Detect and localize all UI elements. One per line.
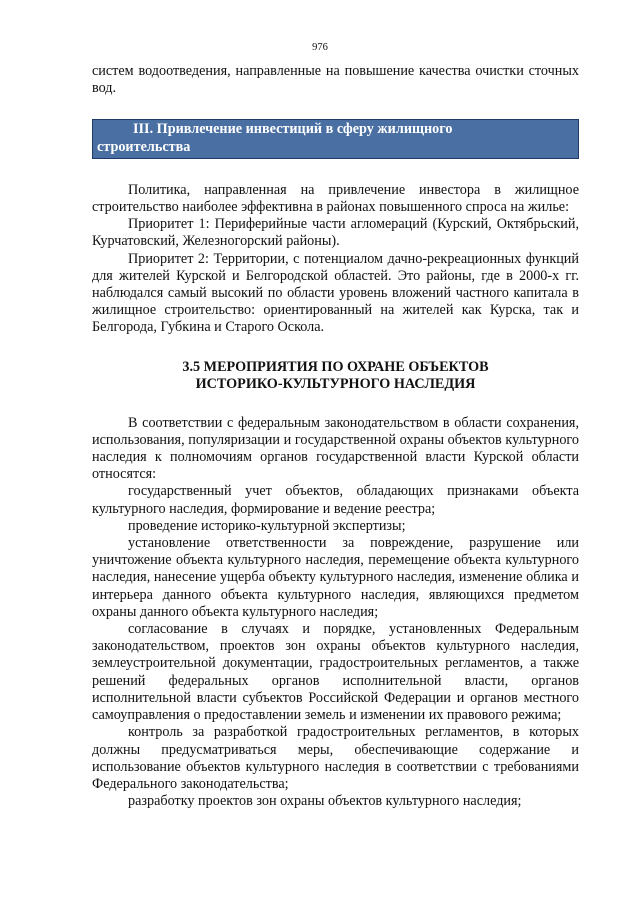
intro-paragraph: систем водоотведения, направленные на повышение качества очистки сточных вод.	[92, 63, 579, 97]
section-heading-line: 3.5 МЕРОПРИЯТИЯ ПО ОХРАНЕ ОБЪЕКТОВ	[182, 358, 489, 375]
page-number: 976	[312, 42, 328, 53]
investment-paragraph: Политика, направленная на привлечение инвестора в жилищное строительство наиболее эффективна в районах повышенного спроса на жилье:	[92, 181, 579, 216]
investment-block	[92, 182, 579, 337]
heritage-paragraph: проведение историко-культурной экспертизы;	[128, 517, 406, 534]
heritage-paragraph: установление ответственности за повреждение, разрушение или уничтожение объекта культурного наследия, перемещение объекта культурного наследия, нанесение ущерба объекту культурного наследия, изменение облика и интерьера данного объекта культурного наследия, являющихся предметом охраны данного объекта культурного наследия;	[92, 535, 579, 620]
investment-paragraph: Приоритет 1: Периферийные части агломераций (Курский, Октябрьский, Курчатовский, Железногорский районы).	[92, 216, 579, 250]
section-banner	[92, 119, 579, 158]
heritage-paragraph: контроль за разработкой градостроительных регламентов, в которых должны предусматриваться меры, обеспечивающие содержание и использование объектов культурного наследия в соответствии с требованиями Федерального законодательства;	[92, 724, 579, 792]
investment-paragraph: Приоритет 2: Территории, с потенциалом дачно-рекреационных функций для жителей Курской и Белгородской областей. Это районы, где в 2000-х гг. наблюдался самый высокий по области уровень вложений частного капитала в жилищное строительство: ориентированный на жителей как Курска, так и Белгорода, Губкина и Старого Оскола.	[92, 250, 579, 336]
heritage-block	[92, 415, 579, 811]
heritage-paragraph: разработку проектов зон охраны объектов культурного наследия;	[128, 793, 522, 810]
section-heading	[92, 359, 579, 394]
heritage-paragraph: государственный учет объектов, обладающих признаками объекта культурного наследия, формирование и ведение реестра;	[92, 483, 579, 517]
section-banner-lead: III. Привлечение инвестиций в сферу жилищного	[133, 121, 453, 138]
heritage-paragraph: согласование в случаях и порядке, установленных Федеральным законодательством, проектов зон охраны объектов культурного наследия, землеустроительной документации, градостроительных регламентов, а также решений федеральных органов исполнительной власти, органов исполнительной власти субъектов Российской Федерации и органов местного самоуправления о предоставлении земель и изменении их правового режима;	[92, 621, 579, 724]
page-content	[92, 63, 579, 810]
section-heading-line: ИСТОРИКО-КУЛЬТУРНОГО НАСЛЕДИЯ	[195, 376, 476, 393]
section-banner-tail: строительства	[97, 138, 191, 155]
heritage-paragraph: В соответствии с федеральным законодательством в области сохранения, использования, популяризации и государственной охраны объектов культурного наследия к полномочиям органов государственной власти Курской области относятся:	[92, 414, 579, 483]
